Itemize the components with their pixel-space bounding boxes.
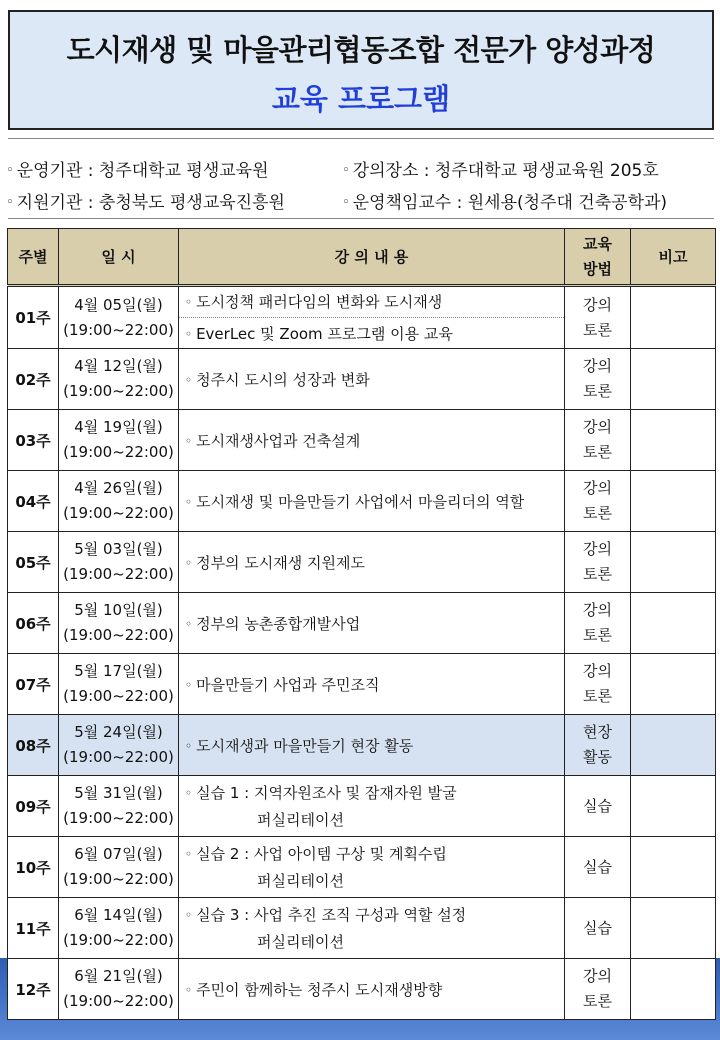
content-cell [179,593,565,654]
content-cell [179,776,565,837]
header-date: 일 시 [59,229,179,286]
info-venue: ◦ 강의장소 : 청주대학교 평생교육원 205호 [342,161,659,181]
method-cell: 강의 토론 [565,286,631,349]
note-cell [631,837,716,898]
content-item: 청주시 도시의 성장과 변화 [196,370,370,389]
week-cell: 10주 [8,837,59,898]
note-cell [631,593,716,654]
info-professor: ◦ 운영책임교수 : 원세용(청주대 건축공학과) [342,193,668,213]
content-item: 도시재생과 마을만들기 현장 활동 [196,736,414,755]
content-item: ◦ 실습 1 : 지역자원조사 및 잠재자원 발굴 [185,784,457,802]
page-subtitle: 교육 프로그램 [271,82,451,116]
bullet-icon: ◦ [185,494,193,509]
week-cell: 06주 [8,593,59,654]
bullet-icon: ◦ [185,908,193,922]
bullet-icon: ◦ [185,616,193,631]
week-cell: 09주 [8,776,59,837]
bullet-icon: ◦ [185,847,193,861]
content-cell [179,532,565,593]
week-cell: 07주 [8,654,59,715]
date-cell: 5월 03일(월) (19:00~22:00) [59,532,179,593]
method-cell: 실습 [565,837,631,898]
bullet-icon: ◦ [6,195,14,210]
bullet-icon: ◦ [185,372,193,387]
date-cell: 5월 10일(월) (19:00~22:00) [59,593,179,654]
note-cell [631,286,716,349]
date-cell: 4월 05일(월) (19:00~22:00) [59,286,179,349]
content-cell [179,471,565,532]
header-content: 강 의 내 용 [179,229,565,286]
content-item: 도시재생 및 마을만들기 사업에서 마을리더의 역할 [196,492,525,511]
table-row [8,532,716,593]
date-cell: 6월 07일(월) (19:00~22:00) [59,837,179,898]
divider-line [8,218,714,219]
content-cell [179,286,565,349]
week-cell: 02주 [8,349,59,410]
table-row [8,410,716,471]
info-operator: ◦ 운영기관 : 청주대학교 평생교육원 [6,161,269,181]
note-cell [631,959,716,1020]
content-cell [179,837,565,898]
date-cell: 4월 12일(월) (19:00~22:00) [59,349,179,410]
content-item-line2: 퍼실리테이션 [257,872,344,890]
content-item-line2: 퍼실리테이션 [257,933,344,951]
content-item: 정부의 도시재생 지원제도 [196,553,366,572]
bullet-icon: ◦ [342,163,350,178]
note-cell [631,654,716,715]
method-cell: 강의 토론 [565,654,631,715]
header-note: 비고 [631,229,716,286]
content-item: 도시재생사업과 건축설계 [196,431,361,450]
note-cell [631,776,716,837]
content-cell [179,349,565,410]
method-cell: 강의 토론 [565,471,631,532]
note-cell [631,410,716,471]
bullet-icon: ◦ [185,433,193,448]
date-cell: 5월 31일(월) (19:00~22:00) [59,776,179,837]
table-row [8,959,716,1020]
table-header-row [8,229,716,286]
week-cell: 11주 [8,898,59,959]
note-cell [631,349,716,410]
bullet-icon: ◦ [6,163,14,178]
content-cell [179,898,565,959]
method-cell: 강의 토론 [565,349,631,410]
content-item: 마을만들기 사업과 주민조직 [196,675,380,694]
bullet-icon: ◦ [185,327,193,341]
content-cell [179,410,565,471]
table-row [8,471,716,532]
method-cell: 실습 [565,898,631,959]
week-cell: 01주 [8,286,59,349]
note-cell [631,715,716,776]
note-cell [631,471,716,532]
content-cell [179,715,565,776]
content-item: 정부의 농촌종합개발사업 [196,614,361,633]
info-sponsor: ◦ 지원기관 : 충청북도 평생교육진흥원 [6,193,285,213]
week-cell: 12주 [8,959,59,1020]
date-cell: 4월 26일(월) (19:00~22:00) [59,471,179,532]
content-item: ◦ 실습 2 : 사업 아이템 구상 및 계획수립 [185,845,447,863]
bullet-icon: ◦ [185,738,193,753]
header-week: 주별 [8,229,59,286]
table-row [8,654,716,715]
date-cell: 4월 19일(월) (19:00~22:00) [59,410,179,471]
page-title: 도시재생 및 마을관리협동조합 전문가 양성과정 [66,33,656,67]
table-row [8,776,716,837]
title-box [8,10,714,130]
content-item: ◦ EverLec 및 Zoom 프로그램 이용 교육 [185,325,453,343]
date-cell: 5월 24일(월) (19:00~22:00) [59,715,179,776]
date-cell: 6월 21일(월) (19:00~22:00) [59,959,179,1020]
date-cell: 5월 17일(월) (19:00~22:00) [59,654,179,715]
bullet-icon: ◦ [185,677,193,692]
week-cell: 03주 [8,410,59,471]
method-cell: 강의 토론 [565,532,631,593]
method-cell: 실습 [565,776,631,837]
note-cell [631,532,716,593]
bullet-icon: ◦ [185,786,193,800]
table-row [8,593,716,654]
bullet-icon: ◦ [342,195,350,210]
schedule-table [7,228,716,1020]
content-item: ◦ 실습 3 : 사업 추진 조직 구성과 역할 설정 [185,906,467,924]
content-item-line2: 퍼실리테이션 [257,811,344,829]
method-cell: 현장 활동 [565,715,631,776]
method-cell: 강의 토론 [565,410,631,471]
week-cell: 08주 [8,715,59,776]
bullet-icon: ◦ [185,295,193,309]
week-cell: 04주 [8,471,59,532]
note-cell [631,898,716,959]
method-cell: 강의 토론 [565,959,631,1020]
bullet-icon: ◦ [185,982,193,997]
method-cell: 강의 토론 [565,593,631,654]
date-cell: 6월 14일(월) (19:00~22:00) [59,898,179,959]
header-method: 교육 방법 [565,229,631,286]
table-row [8,286,716,349]
week-cell: 05주 [8,532,59,593]
bullet-icon: ◦ [185,555,193,570]
divider-line [8,138,714,139]
table-row [8,349,716,410]
content-cell [179,959,565,1020]
table-row [8,837,716,898]
content-cell [179,654,565,715]
table-row [8,898,716,959]
table-row [8,715,716,776]
content-item: 주민이 함께하는 청주시 도시재생방향 [196,980,443,999]
content-item: ◦ 도시정책 패러다임의 변화와 도시재생 [179,287,564,318]
